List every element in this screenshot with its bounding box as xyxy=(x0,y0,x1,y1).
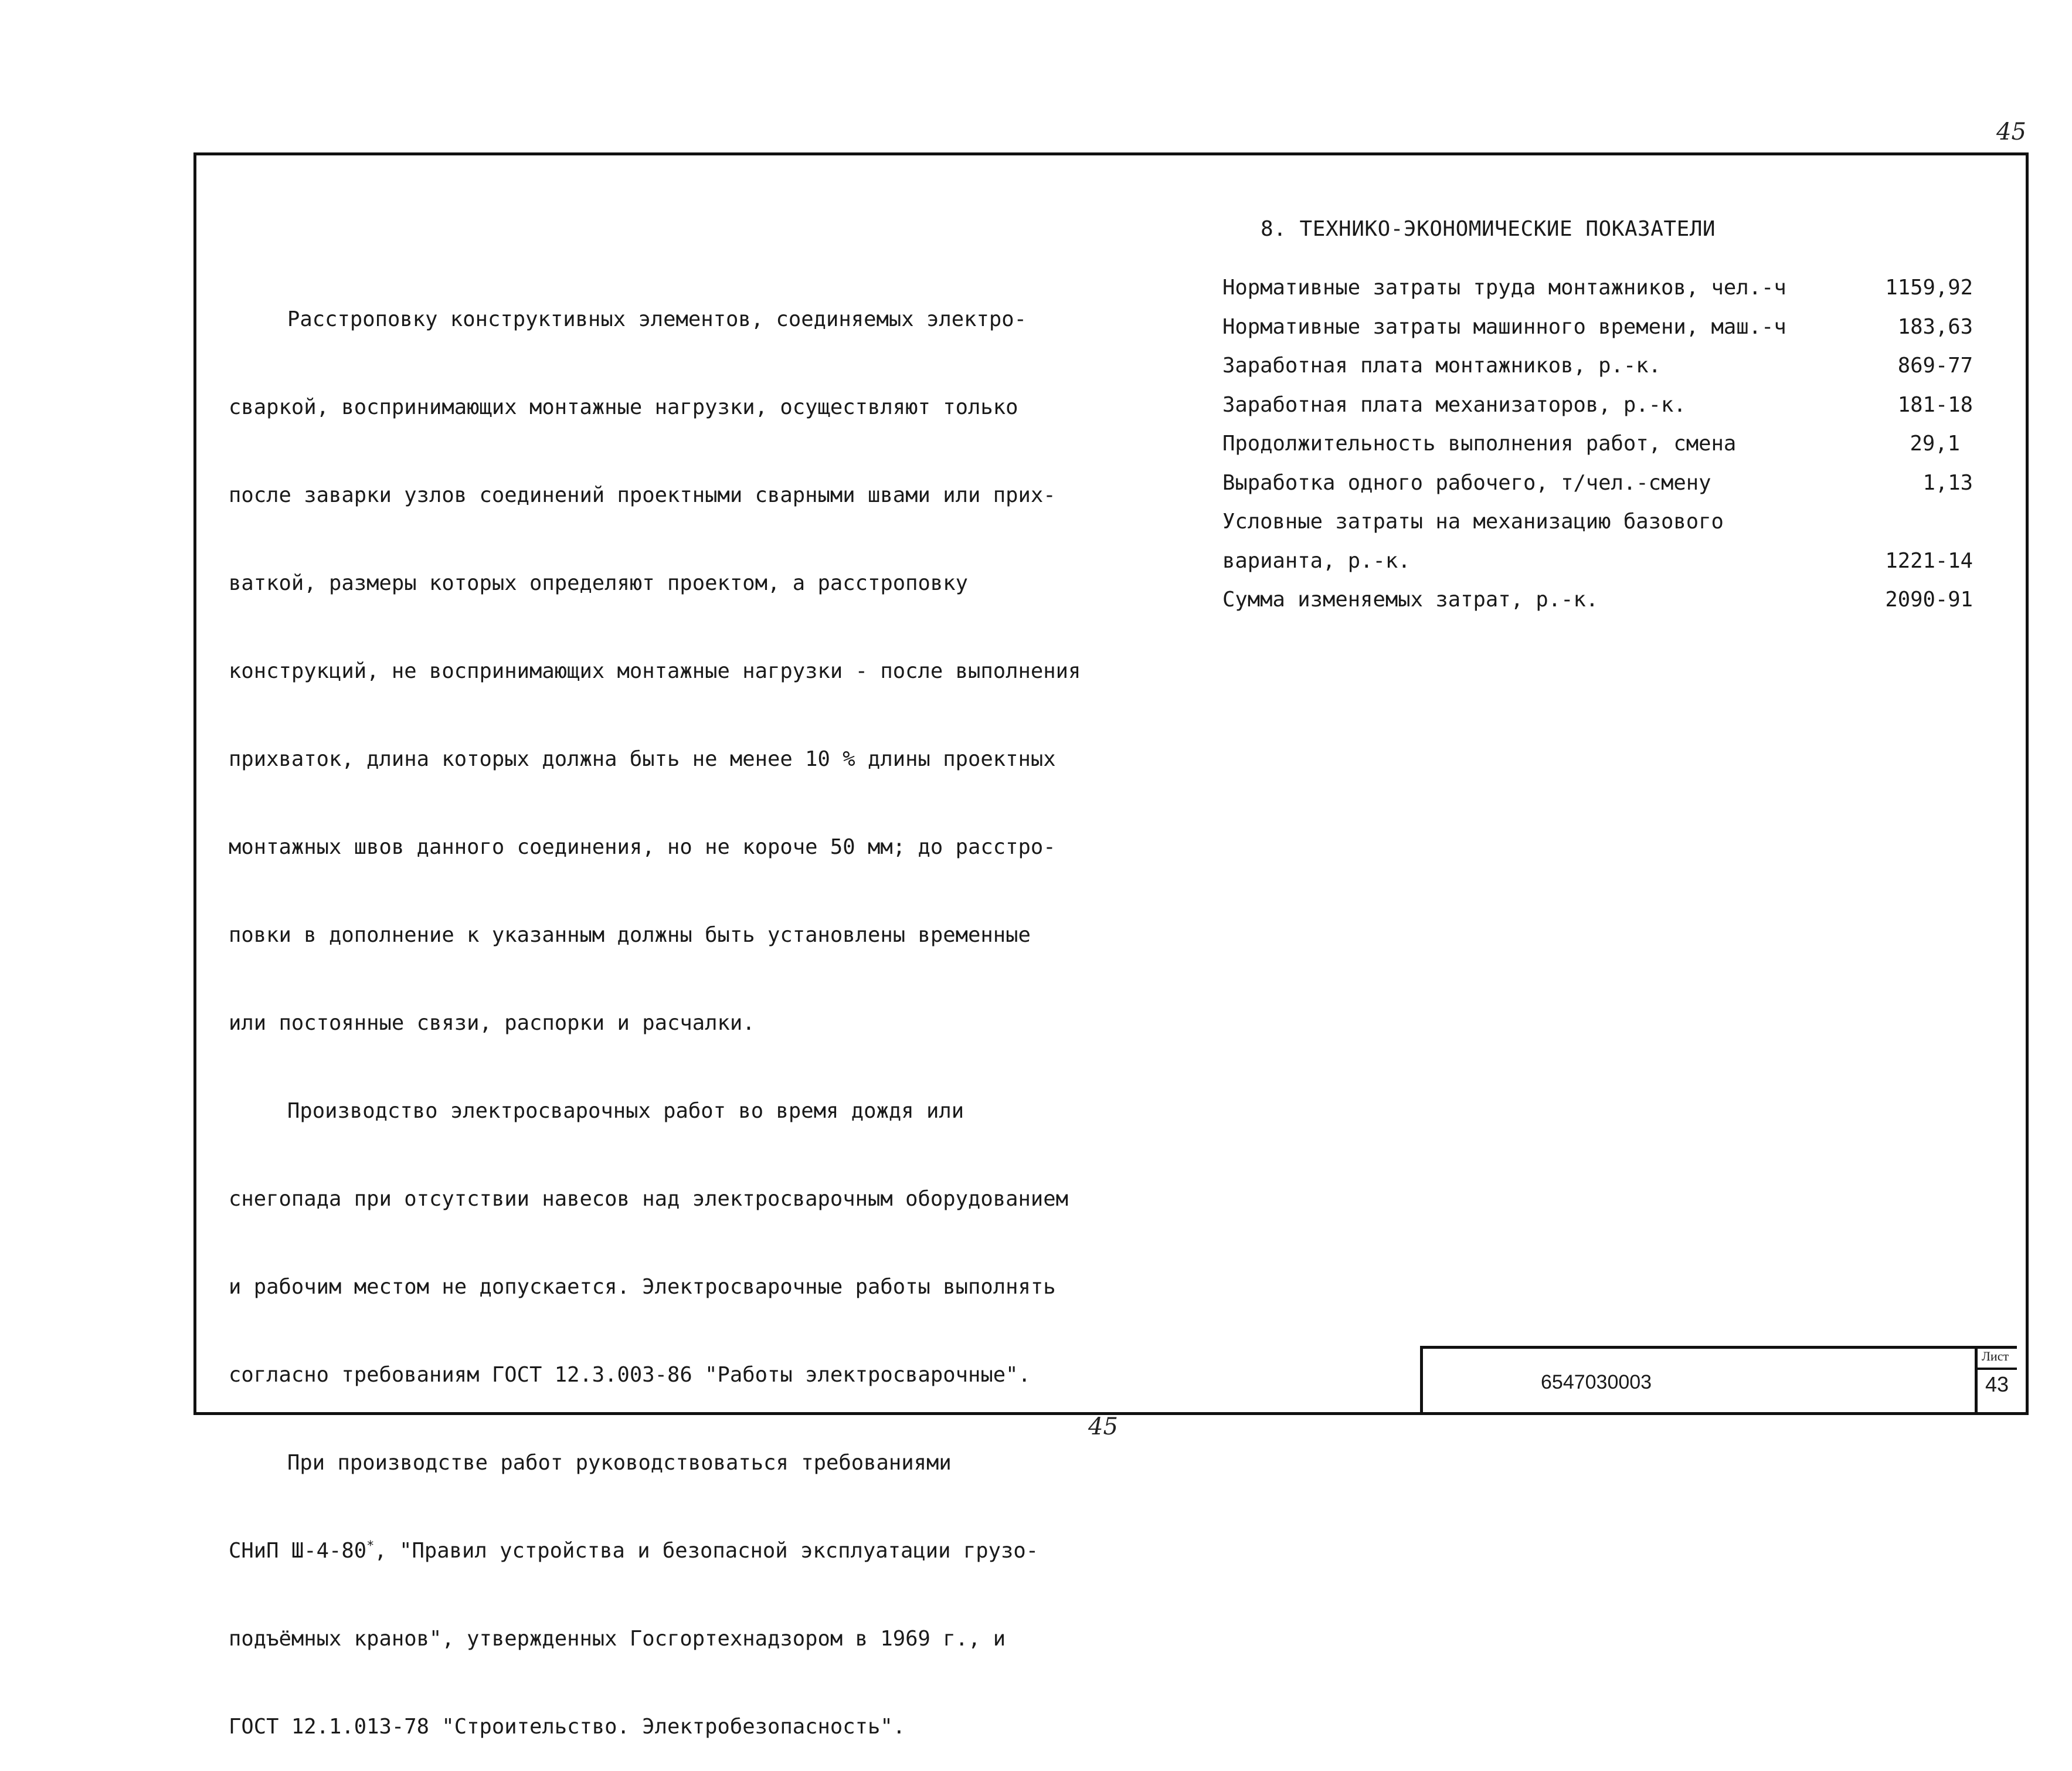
asterisk-mark: * xyxy=(366,1539,375,1554)
text-line: подъёмных кранов", утвержденных Госгортехнадзором в 1969 г., и xyxy=(229,1627,1006,1651)
text-line: или постоянные связи, распорки и расчалки. xyxy=(229,1011,755,1035)
text-line: прихваток, длина которых должна быть не менее 10 % длины проектных xyxy=(229,747,1056,771)
indicator-value: 869-77 xyxy=(1897,354,1973,378)
indicator-label: Нормативные затраты труда монтажников, чел.-ч xyxy=(1222,276,1786,300)
indicator-label: Условные затраты на механизацию базового xyxy=(1222,510,1724,534)
indicator-value: 29,1 xyxy=(1910,432,1960,456)
indicator-row xyxy=(1222,315,1973,354)
sheet-number: 43 xyxy=(1985,1372,2009,1396)
text-line: повки в дополнение к указанным должны быть установлены временные xyxy=(229,923,1031,947)
indicator-row xyxy=(1222,471,1973,510)
indicator-row xyxy=(1222,588,1973,627)
indicator-value: 181-18 xyxy=(1897,392,1973,417)
indicator-label: Продолжительность выполнения работ, смена xyxy=(1222,432,1737,456)
body-text xyxy=(229,246,1081,1771)
indicator-row xyxy=(1222,510,1973,549)
text-line: монтажных швов данного соединения, но не короче 50 мм; до расстро- xyxy=(229,835,1056,859)
text-line: сваркой, воспринимающих монтажные нагрузки, осуществляют только xyxy=(229,395,1018,419)
text-line: При производстве работ руководствоваться требованиями xyxy=(287,1451,952,1475)
page-number-top: 45 xyxy=(1996,118,2026,145)
indicator-value: 1221-14 xyxy=(1885,548,1973,573)
text-line-with-mark xyxy=(229,1536,1061,1566)
section-title: 8. ТЕХНИКО-ЭКОНОМИЧЕСКИЕ ПОКАЗАТЕЛИ xyxy=(1261,217,1716,241)
stamp-sheet-divider xyxy=(1975,1346,1978,1412)
indicator-value: 1,13 xyxy=(1922,470,1973,495)
stamp-top-line xyxy=(1420,1346,2017,1349)
snip-reference: СНиП Ш-4-80 xyxy=(229,1539,367,1563)
indicator-label: Сумма изменяемых затрат, р.-к. xyxy=(1222,588,1599,612)
indicator-label: Заработная плата монтажников, р.-к. xyxy=(1222,354,1662,378)
sheet-label: Лист xyxy=(1982,1349,2009,1363)
indicator-value: 1159,92 xyxy=(1885,276,1973,300)
indicator-row xyxy=(1222,549,1973,588)
indicator-label: Нормативные затраты машинного времени, маш.-ч xyxy=(1222,314,1786,339)
text-line: ГОСТ 12.1.013-78 "Строительство. Электробезопасность". xyxy=(229,1715,906,1739)
indicators-table xyxy=(1222,276,1973,627)
text-line: ваткой, размеры которых определяют проектом, а расстроповку xyxy=(229,571,968,595)
indicator-row xyxy=(1222,393,1973,432)
text-line: согласно требованиям ГОСТ 12.3.003-86 "Работы электросварочные". xyxy=(229,1363,1031,1387)
indicator-label: Выработка одного рабочего, т/чел.-смену xyxy=(1222,470,1711,495)
text-line: Расстроповку конструктивных элементов, соединяемых электро- xyxy=(287,307,1027,331)
indicator-value: 2090-91 xyxy=(1885,588,1973,612)
indicator-row xyxy=(1222,276,1973,315)
text-line: и рабочим местом не допускается. Электросварочные работы выполнять xyxy=(229,1275,1056,1299)
text-line: конструкций, не воспринимающих монтажные нагрузки - после выполнения xyxy=(229,659,1081,683)
indicator-row xyxy=(1222,432,1973,471)
stamp-left-border xyxy=(1420,1346,1423,1412)
text-fragment: , "Правил устройства и безопасной эксплуатации грузо- xyxy=(374,1539,1039,1563)
indicator-value: 183,63 xyxy=(1897,314,1973,339)
indicator-label: Заработная плата механизаторов, р.-к. xyxy=(1222,392,1686,417)
page-number-bottom: 45 xyxy=(1088,1413,1118,1440)
stamp-sheet-label-divider xyxy=(1975,1368,2017,1370)
text-line: Производство электросварочных работ во время дождя или xyxy=(287,1099,964,1123)
indicator-row xyxy=(1222,354,1973,393)
document-code: 6547030003 xyxy=(1541,1371,1652,1393)
text-line: снегопада при отсутствии навесов над электросварочным оборудованием xyxy=(229,1187,1068,1211)
text-line: после заварки узлов соединений проектными сварными швами или прих- xyxy=(229,483,1056,507)
indicator-label: варианта, р.-к. xyxy=(1222,548,1411,573)
